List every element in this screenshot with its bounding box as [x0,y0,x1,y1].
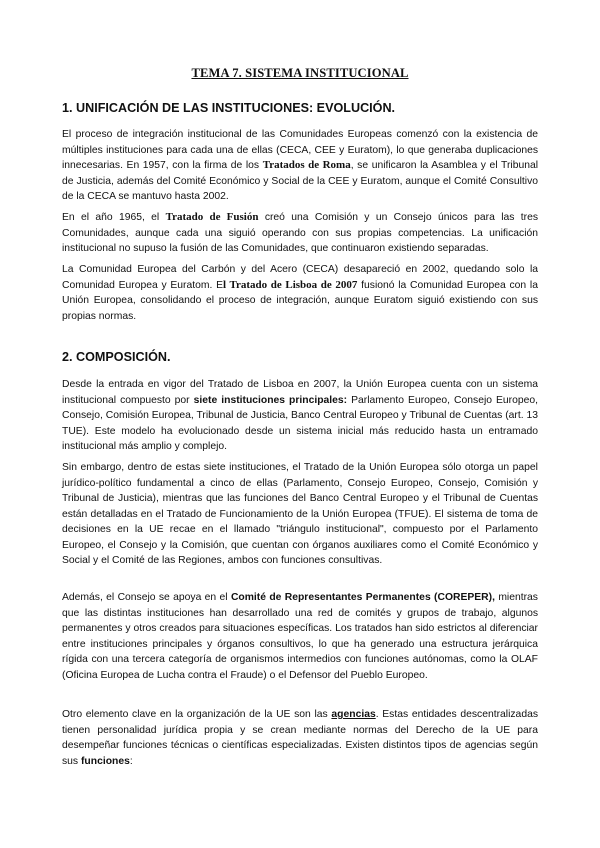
section-1-paragraph-3: La Comunidad Europea del Carbón y del Acero (CECA) desapareció en 2002, quedando solo la Comunidad Europea y Euratom. El Tratado de Lisboa de 2007 fusionó la Comunidad Europea con la Unión Europea, consolidando el proceso de integración, aunque Euratom siguió existiendo con sus propias normas. [62,264,538,322]
bold-underlined-term: agencias [331,709,376,720]
bold-term: Comité de Representantes Permanentes (COREPER), [230,592,495,603]
section-2-paragraph-3: Además, el Consejo se apoya en el Comité de Representantes Permanentes (COREPER), mientras que las distintas instituciones han desarrollado una red de comités y grupos de trabajo, algunos permanentes y otros creados para situaciones específicas. Los tratados han sido estrictos al diferenciar entre instituciones principales y órganos consultivos, lo que ha generado una estructura jerárquica rígida con una tercera categoría de organismos intermedios con funciones autónomas, como la OLAF (Oficina Europea de Lucha contra el Fraude) o el Defensor del Pueblo Europeo. [62,592,538,681]
section-1-paragraph-2: En el año 1965, el Tratado de Fusión creó una Comisión y un Consejo únicos para las tres Comunidades, aunque cada una siguió operando con sus propias competencias. La unificación institucional no supuso la fusión de las Comunidades, que continuaron existiendo separadas. [62,211,539,254]
section-1-paragraph-1: El proceso de integración institucional de las Comunidades Europeas comenzó con la existencia de múltiples instituciones para cada una de ellas (CECA, CEE y Euratom), lo que generaba duplicaciones innecesarias. En 1957, con la firma de los Tratados de Roma, se unificaron la Asamblea y el Tribunal de Justicia, además del Comité Económico y Social de la CEE y Euratom, aunque el Comité Consultivo de la CECA se mantuvo hasta 2002. [62,129,539,202]
section-2-heading: 2. COMPOSICIÓN. [62,350,171,364]
bold-term: Tratados de Roma [262,159,351,171]
bold-term: Tratado de Fusión [165,211,259,223]
section-2-paragraph-1: Desde la entrada en vigor del Tratado de Lisboa en 2007, la Unión Europea cuenta con un sistema institucional compuesto por siete instituciones principales: Parlamento Europeo, Consejo Europeo, Consejo, Comisión Europea, Tribunal de Justicia, Banco Central Europeo y Tribunal de Cuentas (art. 13 TUE). Este modelo ha evolucionado desde un sistema inicial más reducido hasta un entramado institucional más amplio y complejo. [62,379,538,452]
bold-term: funciones [80,755,130,767]
section-2-paragraph-4: Otro elemento clave en la organización de la UE son las agencias. Estas entidades descentralizadas tienen personalidad jurídica propia y se crean mediante normas del Derecho de la UE para desempeñar funciones técnicas o científicas especializadas. Existen distintos tipos de agencias según sus funciones: [62,709,538,767]
section-1-heading: 1. UNIFICACIÓN DE LAS INSTITUCIONES: EVOLUCIÓN. [62,101,396,115]
bold-term: l Tratado de Lisboa de 2007 [223,278,358,291]
document-title: TEMA 7. SISTEMA INSTITUCIONAL [191,66,409,80]
bold-term: siete instituciones principales: [193,394,348,406]
section-2-paragraph-2: Sin embargo, dentro de estas siete instituciones, el Tratado de la Unión Europea sólo otorga un papel jurídico-político fundamental a cinco de ellas (Parlamento, Consejo Europeo, Consejo, Comisión y Tribunal de Justicia), mientras que las funciones del Banco Central Europeo y el Tribunal de Cuentas están detalladas en el Tratado de Funcionamiento de la Unión Europea (TFUE). El sistema de toma de decisiones en la UE recae en el llamado "triángulo institucional", compuesto por el Parlamento Europeo, el Consejo y la Comisión, que cuentan con órganos auxiliares como el Comité Económico y Social y el Comité de las Regiones, ambos con funciones consultivas. [62,462,538,566]
